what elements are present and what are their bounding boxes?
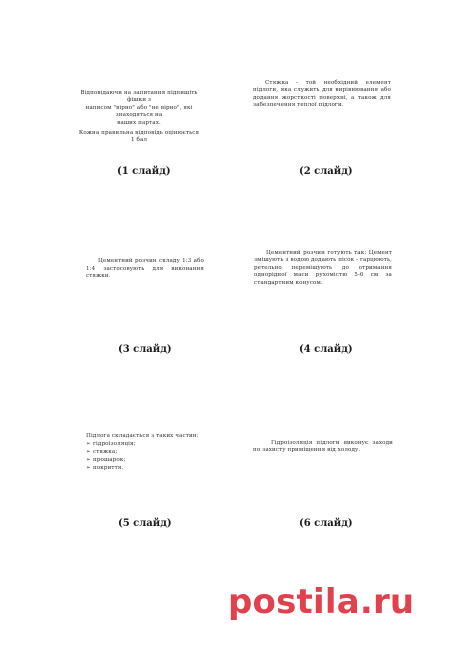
list-item: ➢ покриття. xyxy=(86,465,124,471)
slide-3-paragraph: Цементний розчин складу 1:3 або 1:4 застосовують для виконання стяжки. xyxy=(86,258,204,280)
slide-1-line-1: Відповідаючи на запитання підпишіть фішки з xyxy=(80,90,198,104)
slide-1-text xyxy=(78,90,200,145)
watermark-brand: postila xyxy=(228,582,360,622)
arrow-bullet-icon: ➢ xyxy=(86,457,91,463)
list-item: ➢ прошарок; xyxy=(86,457,126,463)
slide-2-text xyxy=(253,80,391,110)
slide-6-label: (6 слайд) xyxy=(299,518,353,529)
slide-4-label: (4 слайд) xyxy=(299,344,353,355)
slide-3-text xyxy=(86,258,204,281)
postila-watermark xyxy=(228,582,414,622)
slide-6-text xyxy=(253,440,393,455)
slide-3-label: (3 слайд) xyxy=(118,344,172,355)
arrow-bullet-icon: ➢ xyxy=(86,441,91,447)
slide-2-label: (2 слайд) xyxy=(299,166,353,177)
watermark-tld: ru xyxy=(372,582,415,622)
arrow-bullet-icon: ➢ xyxy=(86,465,91,471)
slide-6-paragraph: Гідроізоляція підлоги виконує заходи по захисту приміщення від холоду. xyxy=(253,440,393,454)
slide-4-text xyxy=(254,250,392,287)
slide-1-note: Кожна правильна відповідь оцінюється 1 бал xyxy=(78,130,200,144)
slide-5-label: (5 слайд) xyxy=(118,518,172,529)
slide-2-paragraph: Стяжка - той необхідний елемент підлоги, яка служить для вирівнювання або додання жорсткості поверхні, а також для забезпечення теплої підлоги. xyxy=(253,80,391,109)
list-item: ➢ стяжка; xyxy=(86,449,118,455)
slide-4-paragraph: Цементний розчин готують так: Цемент змішують з водою додають пісок - гарцюють, ретельно перемішують до отримання однорідної маси рухомістю 5-6 см за стандартним конусом. xyxy=(254,250,392,286)
watermark-dot: . xyxy=(359,582,373,622)
slide-5-list xyxy=(86,440,216,472)
slide-1-line-3: ваших партах. xyxy=(117,119,161,126)
slide-5-heading: Підлога складається з таких частин: xyxy=(86,433,199,439)
slide-5-text xyxy=(86,432,216,472)
slide-1-line-2: написом "вірно" або "не вірно", які знаходяться на xyxy=(85,104,193,119)
list-item: ➢ гідроізоляція; xyxy=(86,441,136,447)
arrow-bullet-icon: ➢ xyxy=(86,449,91,455)
slide-1-label: (1 слайд) xyxy=(117,166,171,177)
